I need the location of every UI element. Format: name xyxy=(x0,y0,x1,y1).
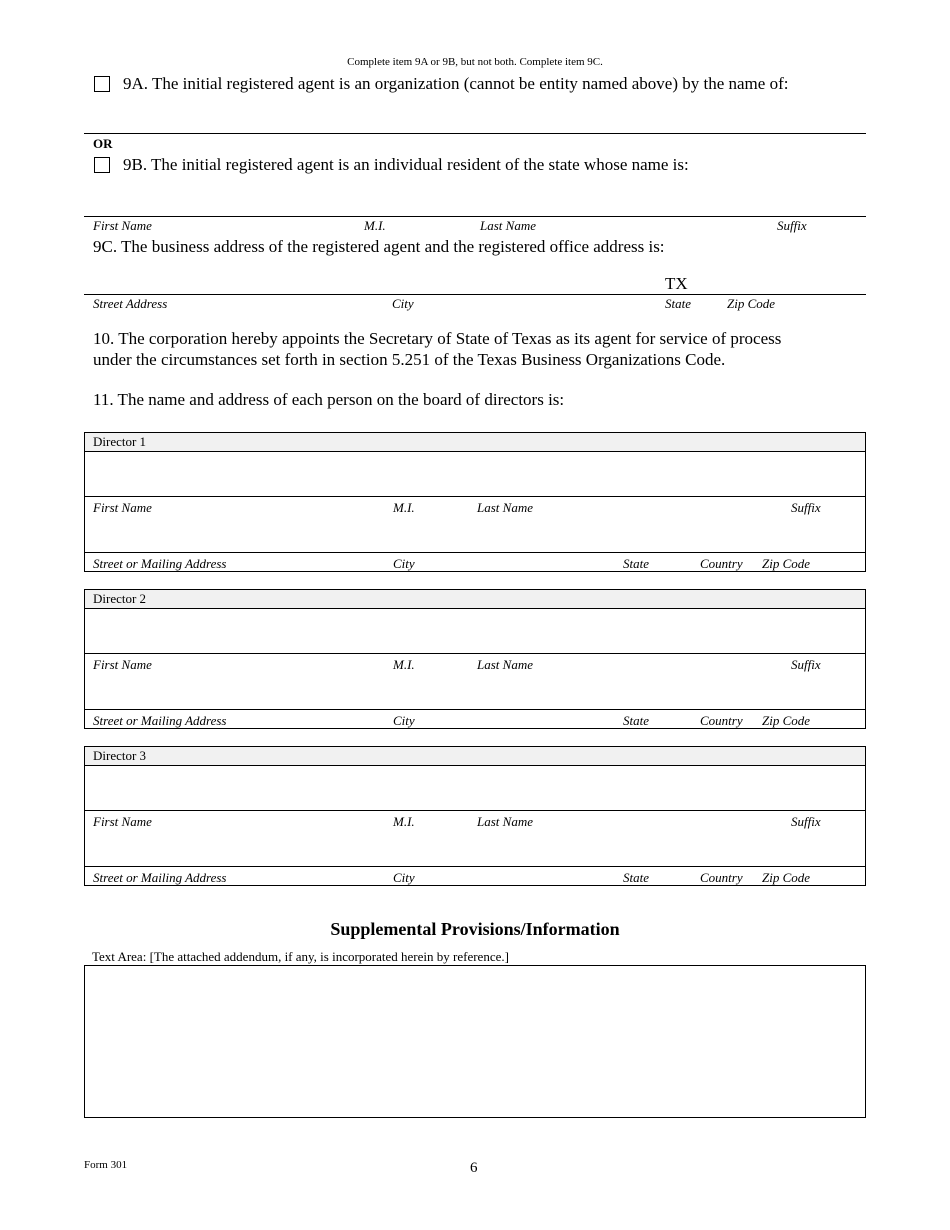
page-number: 6 xyxy=(470,1160,478,1176)
director-2-state-label: State xyxy=(623,713,649,728)
director-2-address-field[interactable] xyxy=(85,668,865,711)
agent-state-label: State xyxy=(665,296,691,311)
director-1-first-name-label: First Name xyxy=(93,500,152,515)
agent-zip-label: Zip Code xyxy=(727,296,776,311)
director-2-mi-label: M.I. xyxy=(393,657,415,672)
supplemental-textarea[interactable] xyxy=(84,965,866,1118)
director-3-name-line xyxy=(85,810,865,811)
agent-state-value[interactable]: TX xyxy=(665,274,688,293)
director-1-title: Director 1 xyxy=(85,433,865,452)
director-2-title: Director 2 xyxy=(85,590,865,609)
instructions-note: Complete item 9A or 9B, but not both. Complete item 9C. xyxy=(347,56,603,68)
supplemental-heading: Supplemental Provisions/Information xyxy=(330,919,620,939)
director-3-country-label: Country xyxy=(700,870,743,885)
director-3-mi-label: M.I. xyxy=(393,814,415,829)
director-1-last-name-label: Last Name xyxy=(477,500,533,515)
director-1-suffix-label: Suffix xyxy=(791,500,821,515)
director-1-state-label: State xyxy=(623,556,649,571)
director-2-zip-label: Zip Code xyxy=(762,713,811,728)
director-1-name-line xyxy=(85,496,865,497)
or-label: OR xyxy=(93,136,113,151)
director-1-mi-label: M.I. xyxy=(393,500,415,515)
director-1-box xyxy=(84,432,866,572)
director-2-suffix-label: Suffix xyxy=(791,657,821,672)
director-2-box xyxy=(84,589,866,729)
director-3-last-name-label: Last Name xyxy=(477,814,533,829)
item-9b-checkbox[interactable] xyxy=(94,157,110,173)
item-9c-address-line[interactable] xyxy=(84,294,866,295)
director-2-street-label: Street or Mailing Address xyxy=(93,713,227,728)
item-10-line1: 10. The corporation hereby appoints the Secretary of State of Texas as its agent for service of process xyxy=(93,329,782,348)
item-9a-checkbox[interactable] xyxy=(94,76,110,92)
director-3-name-field[interactable] xyxy=(85,766,865,809)
director-3-city-label: City xyxy=(393,870,415,885)
director-2-first-name-label: First Name xyxy=(93,657,152,672)
director-2-country-label: Country xyxy=(700,713,743,728)
director-3-zip-label: Zip Code xyxy=(762,870,811,885)
director-3-state-label: State xyxy=(623,870,649,885)
agent-first-name-label: First Name xyxy=(93,218,152,233)
director-3-address-line xyxy=(85,866,865,867)
director-2-city-label: City xyxy=(393,713,415,728)
director-1-street-label: Street or Mailing Address xyxy=(93,556,227,571)
director-3-title: Director 3 xyxy=(85,747,865,766)
item-9a-text: 9A. The initial registered agent is an organization (cannot be entity named above) by the name of: xyxy=(123,74,789,93)
agent-street-label: Street Address xyxy=(93,296,168,311)
director-2-name-line xyxy=(85,653,865,654)
item-9b-name-line[interactable] xyxy=(84,216,866,217)
director-3-street-label: Street or Mailing Address xyxy=(93,870,227,885)
agent-city-label: City xyxy=(392,296,414,311)
director-3-first-name-label: First Name xyxy=(93,814,152,829)
agent-last-name-label: Last Name xyxy=(480,218,536,233)
item-9c-text: 9C. The business address of the registered agent and the registered office address is: xyxy=(93,237,665,256)
director-1-name-field[interactable] xyxy=(85,452,865,495)
director-2-address-line xyxy=(85,709,865,710)
item-9a-input-line[interactable] xyxy=(84,133,866,134)
director-2-name-field[interactable] xyxy=(85,609,865,652)
director-1-zip-label: Zip Code xyxy=(762,556,811,571)
form-number: Form 301 xyxy=(84,1159,128,1171)
director-3-suffix-label: Suffix xyxy=(791,814,821,829)
director-3-box xyxy=(84,746,866,886)
textarea-label: Text Area: [The attached addendum, if any, is incorporated herein by reference.] xyxy=(92,949,509,964)
director-1-address-line xyxy=(85,552,865,553)
agent-suffix-label: Suffix xyxy=(777,218,807,233)
director-1-address-field[interactable] xyxy=(85,511,865,554)
item-9b-text: 9B. The initial registered agent is an individual resident of the state whose name is: xyxy=(123,155,689,174)
item-10-line2: under the circumstances set forth in section 5.251 of the Texas Business Organizations Code. xyxy=(93,350,726,369)
director-2-last-name-label: Last Name xyxy=(477,657,533,672)
agent-mi-label: M.I. xyxy=(364,218,386,233)
item-11-text: 11. The name and address of each person on the board of directors is: xyxy=(93,390,565,409)
director-1-city-label: City xyxy=(393,556,415,571)
director-3-address-field[interactable] xyxy=(85,825,865,868)
director-1-country-label: Country xyxy=(700,556,743,571)
